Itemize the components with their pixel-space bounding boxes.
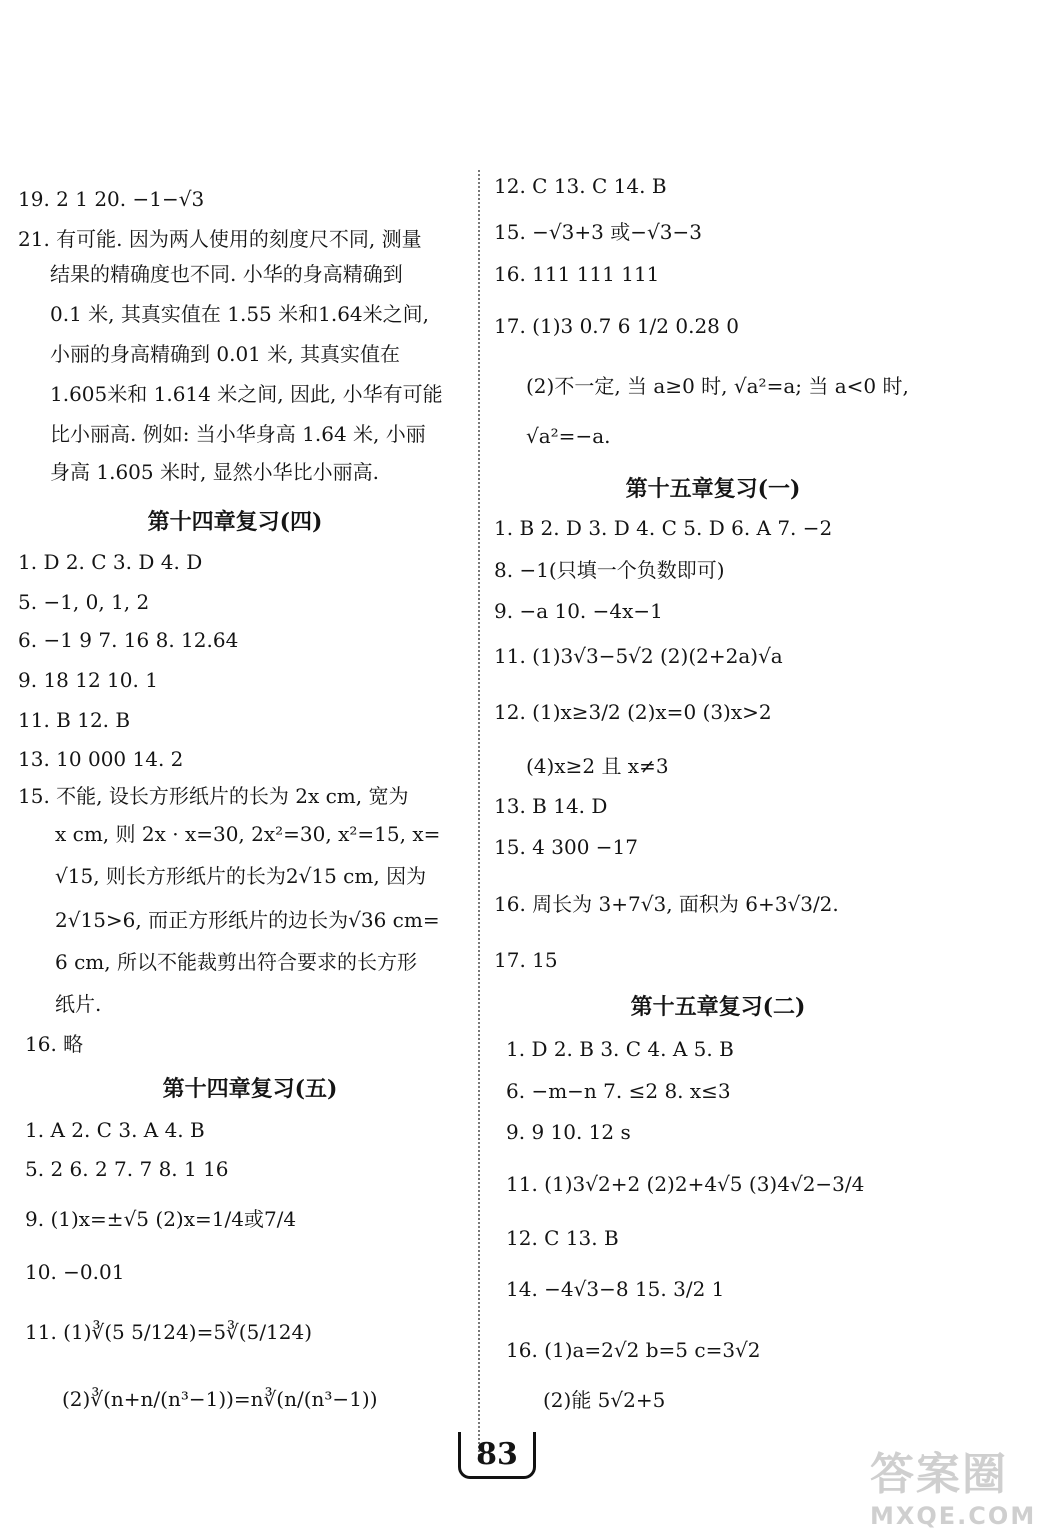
answer-line: 1. D 2. C 3. D 4. D bbox=[18, 550, 203, 574]
answer-line: 12. C 13. B bbox=[506, 1226, 619, 1250]
answer-line: 19. 2 1 20. −1−√3 bbox=[18, 187, 205, 211]
answer-line: 15. 4 300 −17 bbox=[494, 835, 638, 859]
answer-line: 1. A 2. C 3. A 4. B bbox=[25, 1118, 205, 1142]
answer-line: 13. B 14. D bbox=[494, 794, 608, 818]
answer-line: 11. B 12. B bbox=[18, 708, 131, 732]
answer-line: 9. 18 12 10. 1 bbox=[18, 668, 158, 692]
answer-line: 结果的精确度也不同. 小华的身高精确到 bbox=[50, 262, 403, 286]
answer-line: 8. −1(只填一个负数即可) bbox=[494, 558, 725, 582]
answer-line: 21. 有可能. 因为两人使用的刻度尺不同, 测量 bbox=[18, 227, 422, 251]
answer-line: 2√15>6, 而正方形纸片的边长为√36 cm= bbox=[55, 908, 440, 932]
answer-line: 1. B 2. D 3. D 4. C 5. D 6. A 7. −2 bbox=[494, 516, 833, 540]
answer-line: (2)能 5√2+5 bbox=[543, 1388, 666, 1412]
answer-line: 1. D 2. B 3. C 4. A 5. B bbox=[506, 1037, 734, 1061]
answer-line: 0.1 米, 其真实值在 1.55 米和1.64米之间, bbox=[50, 302, 430, 326]
answer-line: 17. (1)3 0.7 6 1/2 0.28 0 bbox=[494, 314, 739, 338]
answer-line: 13. 10 000 14. 2 bbox=[18, 747, 184, 771]
watermark-logo bbox=[870, 1438, 1037, 1530]
answer-line: x cm, 则 2x · x=30, 2x²=30, x²=15, x= bbox=[55, 822, 441, 846]
answer-line: 11. (1)3√2+2 (2)2+4√5 (3)4√2−3/4 bbox=[506, 1172, 865, 1196]
answer-line: 9. 9 10. 12 s bbox=[506, 1120, 631, 1144]
answer-line: 17. 15 bbox=[494, 948, 558, 972]
answer-line: 纸片. bbox=[55, 992, 102, 1016]
answer-line: (2)∛(n+n/(n³−1))=n∛(n/(n³−1)) bbox=[62, 1387, 378, 1411]
answer-line: 16. 周长为 3+7√3, 面积为 6+3√3/2. bbox=[494, 892, 839, 916]
section-heading: 第十四章复习(四) bbox=[147, 509, 323, 535]
watermark-top: 答案圈 bbox=[870, 1449, 1008, 1500]
answer-line: 比小丽高. 例如: 当小华身高 1.64 米, 小丽 bbox=[50, 422, 426, 446]
answer-line: 9. (1)x=±√5 (2)x=1/4或7/4 bbox=[25, 1207, 297, 1231]
answer-line: 11. (1)∛(5 5/124)=5∛(5/124) bbox=[25, 1320, 313, 1344]
answer-line: 身高 1.605 米时, 显然小华比小丽高. bbox=[50, 460, 380, 484]
answer-line: √15, 则长方形纸片的长为2√15 cm, 因为 bbox=[55, 864, 427, 888]
answer-line: 12. C 13. C 14. B bbox=[494, 174, 667, 198]
answer-line: 9. −a 10. −4x−1 bbox=[494, 599, 663, 623]
answer-line: 10. −0.01 bbox=[25, 1260, 125, 1284]
answer-line: 11. (1)3√3−5√2 (2)(2+2a)√a bbox=[494, 644, 783, 668]
section-heading: 第十五章复习(二) bbox=[630, 994, 806, 1020]
answer-line: (2)不一定, 当 a≥0 时, √a²=a; 当 a<0 时, bbox=[526, 374, 909, 398]
answer-line: 6. −1 9 7. 16 8. 12.64 bbox=[18, 628, 239, 652]
answer-line: 16. 111 111 111 bbox=[494, 262, 660, 286]
answer-line: (4)x≥2 且 x≠3 bbox=[526, 754, 669, 778]
answer-line: 12. (1)x≥3/2 (2)x=0 (3)x>2 bbox=[494, 700, 772, 724]
answer-line: 5. 2 6. 2 7. 7 8. 1 16 bbox=[25, 1157, 229, 1181]
answer-line: 15. 不能, 设长方形纸片的长为 2x cm, 宽为 bbox=[18, 784, 409, 808]
answer-line: 16. 略 bbox=[25, 1032, 84, 1056]
answer-line: 15. −√3+3 或−√3−3 bbox=[494, 220, 702, 244]
answer-line: 1.605米和 1.614 米之间, 因此, 小华有可能 bbox=[50, 382, 443, 406]
answer-line: 6 cm, 所以不能裁剪出符合要求的长方形 bbox=[55, 950, 417, 974]
column-divider bbox=[478, 170, 480, 1460]
answer-line: 小丽的身高精确到 0.01 米, 其真实值在 bbox=[50, 342, 400, 366]
page-number: 83 bbox=[458, 1432, 536, 1479]
section-heading: 第十四章复习(五) bbox=[162, 1076, 338, 1102]
answer-line: 16. (1)a=2√2 b=5 c=3√2 bbox=[506, 1338, 761, 1362]
answer-line: √a²=−a. bbox=[526, 424, 611, 448]
section-heading: 第十五章复习(一) bbox=[625, 476, 801, 502]
watermark-bottom: MXQE.COM bbox=[870, 1502, 1037, 1530]
answer-line: 5. −1, 0, 1, 2 bbox=[18, 590, 150, 614]
answer-line: 14. −4√3−8 15. 3/2 1 bbox=[506, 1277, 725, 1301]
answer-line: 6. −m−n 7. ≤2 8. x≤3 bbox=[506, 1079, 731, 1103]
